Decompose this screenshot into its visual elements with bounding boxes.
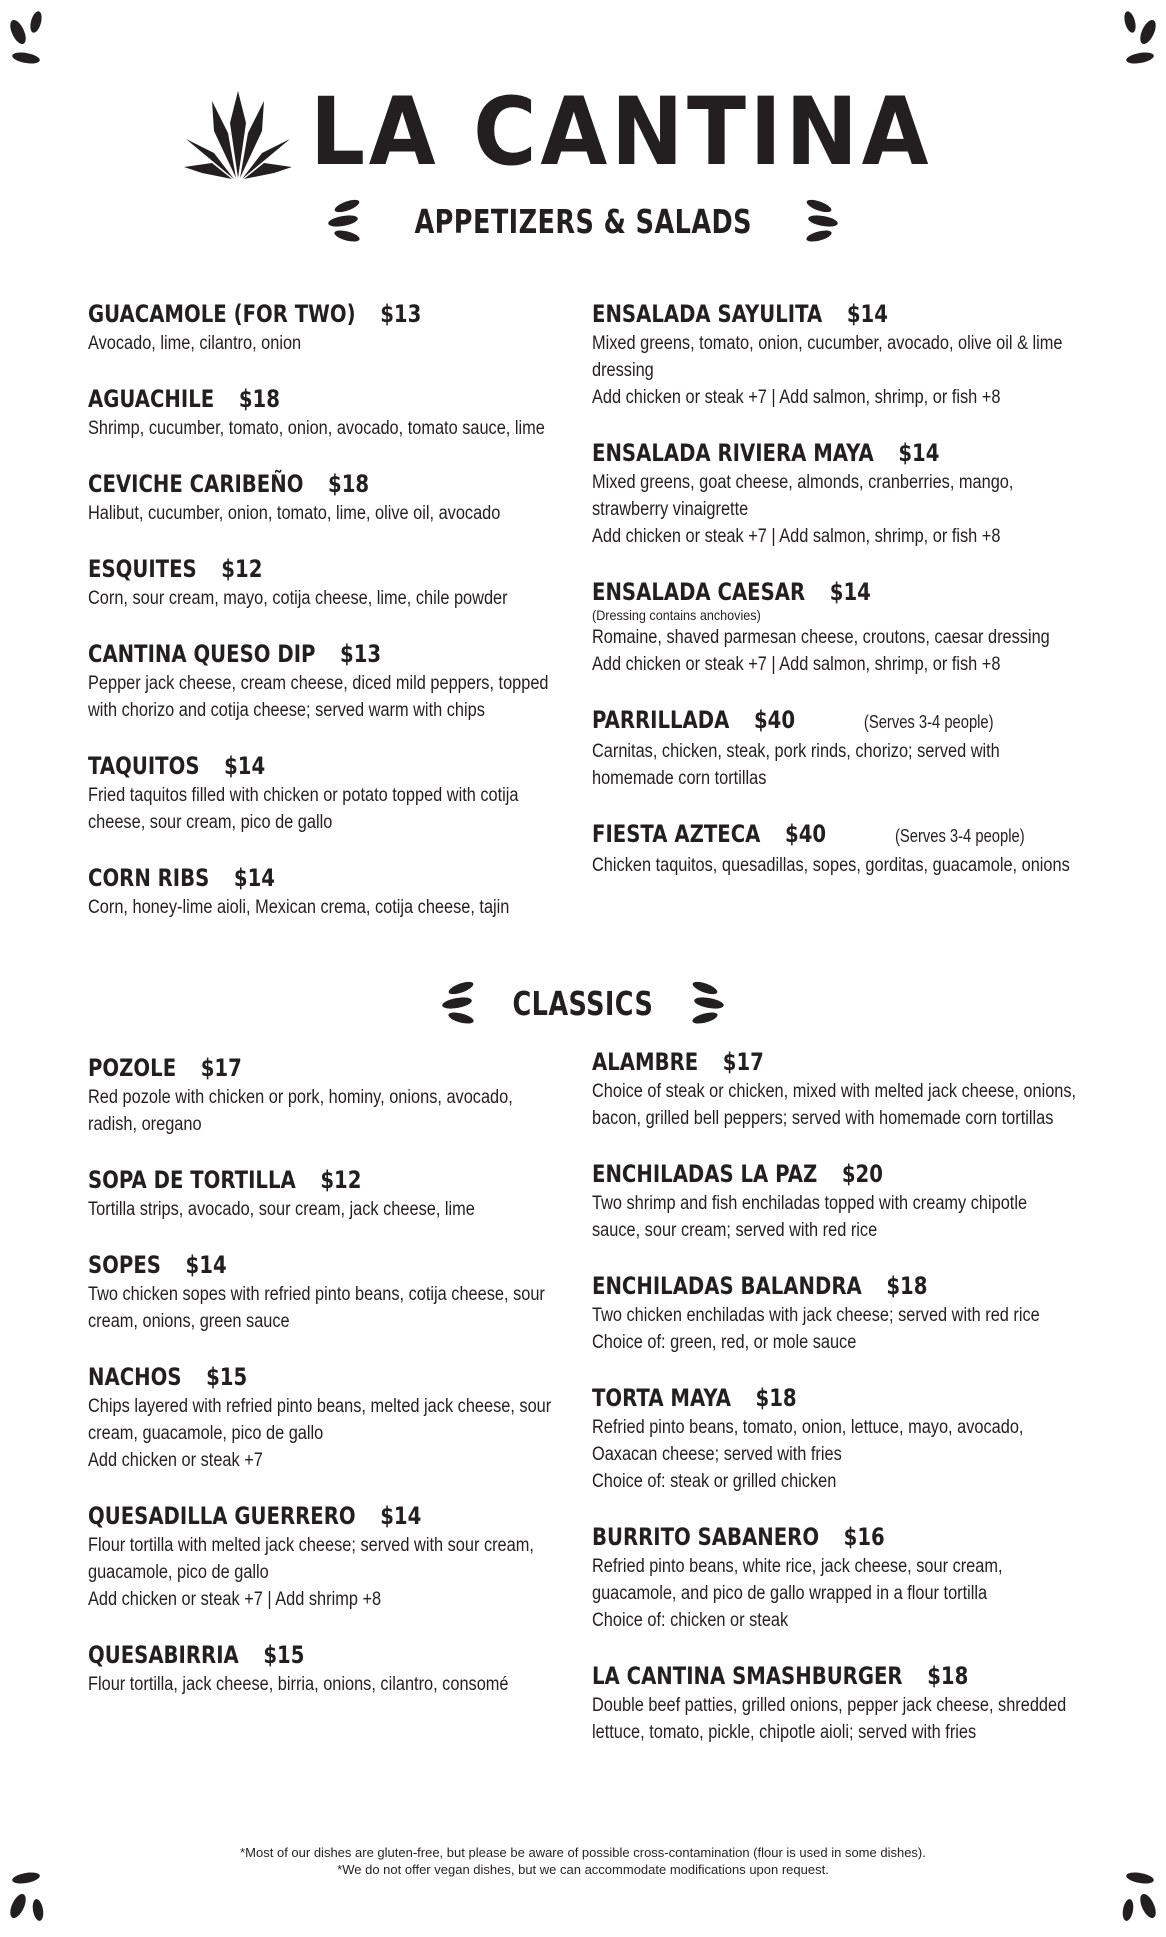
menu-item-description: radish, oregano — [88, 1114, 202, 1135]
footer-note: *We do not offer vegan dishes, but we can accommodate modifications upon request. — [337, 1862, 829, 1877]
menu-item-description: Refried pinto beans, tomato, onion, lettuce, mayo, avocado, — [592, 1417, 1024, 1438]
menu-item-description: Two shrimp and fish enchiladas topped with creamy chipotle — [592, 1193, 1028, 1214]
menu-item-price: $40 — [753, 706, 796, 734]
menu-item-price: $13 — [380, 300, 422, 328]
menu-item-serving-note: (Serves 3-4 people) — [894, 826, 1025, 846]
sprig-icon — [797, 198, 843, 244]
menu-item-description: guacamole, pico de gallo — [88, 1562, 269, 1583]
menu-item-heading — [592, 704, 1035, 738]
menu-item-name: FIESTA AZTECA — [592, 820, 761, 848]
menu-item-description: bacon, grilled bell peppers; served with homemade corn tortillas — [592, 1108, 1054, 1129]
menu-item-description: Chips layered with refried pinto beans, melted jack cheese, sour — [88, 1396, 552, 1417]
menu-item-description: dressing — [592, 360, 654, 381]
section-label: CLASSICS — [512, 983, 654, 1023]
menu-item-name: ESQUITES — [88, 555, 197, 583]
menu-item-price: $40 — [785, 820, 827, 848]
menu-item-heading — [88, 298, 514, 330]
menu-item-heading — [88, 383, 514, 415]
menu-item — [592, 704, 1132, 792]
menu-item — [592, 1270, 1132, 1356]
menu-item — [592, 1158, 1132, 1244]
menu-item-name: QUESABIRRIA — [88, 1641, 239, 1669]
menu-item-description: Refried pinto beans, white rice, jack cheese, sour cream, — [592, 1556, 1003, 1577]
menu-item-subnote: (Dressing contains anchovies) — [592, 607, 761, 623]
menu-item-name: AGUACHILE — [88, 385, 215, 413]
menu-item-heading — [88, 553, 514, 585]
agave-icon — [180, 83, 296, 183]
menu-item-price: $13 — [340, 640, 382, 668]
menu-item-name: TAQUITOS — [88, 752, 200, 780]
menu-item-name: ENSALADA CAESAR — [592, 578, 806, 606]
menu-item-description: Avocado, lime, cilantro, onion — [88, 333, 302, 354]
menu-item — [88, 553, 608, 612]
menu-item-description: Oaxacan cheese; served with fries — [592, 1444, 842, 1465]
menu-item-price: $18 — [328, 470, 370, 498]
menu-item-name: LA CANTINA SMASHBURGER — [592, 1662, 903, 1690]
menu-header — [0, 78, 1166, 188]
menu-item — [88, 1164, 608, 1223]
menu-item-description: Two chicken enchiladas with jack cheese; served with red rice — [592, 1305, 1040, 1326]
menu-item-heading — [592, 1382, 1035, 1414]
menu-item-description: Shrimp, cucumber, tomato, onion, avocado, tomato sauce, lime — [88, 418, 545, 439]
menu-item-name: ENSALADA RIVIERA MAYA — [592, 439, 874, 467]
menu-item-description: Choice of: chicken or steak — [592, 1610, 789, 1631]
menu-item-description: Romaine, shaved parmesan cheese, croutons, caesar dressing — [592, 627, 1050, 648]
menu-item-heading — [592, 298, 1035, 330]
appetizers-left-column — [88, 298, 608, 947]
menu-item-description: Chicken taquitos, quesadillas, sopes, gorditas, guacamole, onions — [592, 855, 1070, 876]
menu-item-price: $14 — [829, 578, 871, 606]
menu-item — [592, 576, 1132, 678]
menu-item-description: Corn, sour cream, mayo, cotija cheese, lime, chile powder — [88, 588, 508, 609]
section-title-classics — [0, 980, 1166, 1026]
menu-item-heading — [592, 576, 1035, 608]
menu-item-name: CANTINA QUESO DIP — [88, 640, 316, 668]
menu-item-description: cream, guacamole, pico de gallo — [88, 1423, 324, 1444]
menu-item-description: Flour tortilla, jack cheese, birria, onions, cilantro, consomé — [88, 1674, 509, 1695]
menu-item — [88, 1052, 608, 1138]
classics-right-column — [592, 1046, 1132, 1772]
menu-item-price: $14 — [898, 439, 940, 467]
corner-sprig-icon — [4, 8, 60, 72]
menu-item-description: Two chicken sopes with refried pinto beans, cotija cheese, sour — [88, 1284, 545, 1305]
menu-item-name: POZOLE — [88, 1054, 177, 1082]
menu-item-heading — [88, 862, 514, 894]
menu-item-description: cheese, sour cream, pico de gallo — [88, 812, 333, 833]
menu-item-heading — [88, 1639, 514, 1671]
menu-item-description: Choice of: green, red, or mole sauce — [592, 1332, 857, 1353]
menu-item — [592, 437, 1132, 550]
menu-item — [592, 1521, 1132, 1634]
menu-item-description: Double beef patties, grilled onions, pepper jack cheese, shredded — [592, 1695, 1067, 1716]
menu-item — [592, 1660, 1132, 1746]
menu-item — [88, 1361, 608, 1474]
menu-item-description: Tortilla strips, avocado, sour cream, jack cheese, lime — [88, 1199, 475, 1220]
menu-item-heading — [592, 1046, 1035, 1078]
menu-item — [88, 862, 608, 921]
sprig-icon — [323, 198, 369, 244]
appetizers-right-column — [592, 298, 1132, 905]
menu-item-heading — [592, 437, 1035, 469]
menu-item-price: $17 — [200, 1054, 242, 1082]
menu-item-name: TORTA MAYA — [592, 1384, 731, 1412]
menu-item-heading — [88, 1164, 514, 1196]
menu-item — [592, 298, 1132, 411]
menu-item-price: $14 — [233, 864, 275, 892]
section-title-appetizers — [0, 198, 1166, 244]
sprig-icon — [437, 980, 483, 1026]
footer-note: *Most of our dishes are gluten-free, but please be aware of possible cross-contamination (flour is used in some dishes). — [240, 1845, 926, 1860]
menu-item-description: cream, onions, green sauce — [88, 1311, 290, 1332]
section-label: APPETIZERS & SALADS — [414, 201, 752, 241]
menu-item-description: Add chicken or steak +7 | Add salmon, shrimp, or fish +8 — [592, 526, 1001, 547]
menu-item-description: strawberry vinaigrette — [592, 499, 749, 520]
menu-item-name: ENCHILADAS BALANDRA — [592, 1272, 862, 1300]
menu-item-description: Corn, honey-lime aioli, Mexican crema, cotija cheese, tajin — [88, 897, 510, 918]
menu-item-price: $14 — [846, 300, 888, 328]
menu-item-heading — [88, 1052, 514, 1084]
menu-item-price: $18 — [238, 385, 280, 413]
menu-item-description: Fried taquitos filled with chicken or potato topped with cotija — [88, 785, 519, 806]
menu-item-description: Mixed greens, tomato, onion, cucumber, avocado, olive oil & lime — [592, 333, 1063, 354]
menu-item-heading — [592, 1158, 1035, 1190]
menu-item-description: Choice of steak or chicken, mixed with melted jack cheese, onions, — [592, 1081, 1077, 1102]
menu-item-price: $18 — [886, 1272, 928, 1300]
menu-item-name: SOPA DE TORTILLA — [88, 1166, 296, 1194]
menu-item-name: NACHOS — [88, 1363, 182, 1391]
menu-item-description: with chorizo and cotija cheese; served warm with chips — [88, 700, 485, 721]
menu-item — [88, 298, 608, 357]
menu-item — [88, 750, 608, 836]
menu-item-description: Choice of: steak or grilled chicken — [592, 1471, 837, 1492]
menu-item-name: GUACAMOLE (FOR TWO) — [88, 300, 356, 328]
menu-item-serving-note: (Serves 3-4 people) — [863, 712, 994, 732]
menu-item-price: $14 — [224, 752, 266, 780]
menu-item — [88, 1500, 608, 1613]
menu-item-name: CEVICHE CARIBEÑO — [88, 470, 304, 498]
menu-item-heading — [88, 638, 514, 670]
menu-item-heading — [592, 1660, 1035, 1692]
menu-item-name: CORN RIBS — [88, 864, 210, 892]
menu-item-price: $12 — [320, 1166, 362, 1194]
menu-item-heading — [592, 818, 1035, 852]
menu-item-price: $18 — [755, 1384, 797, 1412]
menu-item — [88, 1249, 608, 1335]
menu-item-description: Flour tortilla with melted jack cheese; served with sour cream, — [88, 1535, 534, 1556]
menu-item-heading — [88, 750, 514, 782]
menu-item-heading — [592, 1270, 1035, 1302]
menu-item-price: $14 — [185, 1251, 227, 1279]
classics-left-column — [88, 1052, 608, 1724]
menu-item-description: Halibut, cucumber, onion, tomato, lime, olive oil, avocado — [88, 503, 501, 524]
menu-item-description: guacamole, and pico de gallo wrapped in a flour tortilla — [592, 1583, 988, 1604]
footer-notes — [0, 1844, 1166, 1878]
menu-item — [592, 1382, 1132, 1495]
menu-item — [592, 818, 1132, 879]
menu-item-description: Add chicken or steak +7 | Add salmon, shrimp, or fish +8 — [592, 387, 1001, 408]
menu-item-name: ENSALADA SAYULITA — [592, 300, 823, 328]
menu-item-description: Pepper jack cheese, cream cheese, diced mild peppers, topped — [88, 673, 549, 694]
menu-item-price: $14 — [380, 1502, 422, 1530]
menu-item-description: sauce, sour cream; served with red rice — [592, 1220, 878, 1241]
menu-item-price: $16 — [843, 1523, 885, 1551]
menu-item-description: Carnitas, chicken, steak, pork rinds, chorizo; served with — [592, 741, 1000, 762]
menu-item-price: $15 — [263, 1641, 305, 1669]
menu-item-price: $15 — [206, 1363, 248, 1391]
menu-item-description: Add chicken or steak +7 | Add salmon, shrimp, or fish +8 — [592, 654, 1001, 675]
menu-item-description: Red pozole with chicken or pork, hominy, onions, avocado, — [88, 1087, 513, 1108]
menu-item — [88, 383, 608, 442]
menu-item-name: QUESADILLA GUERRERO — [88, 1502, 356, 1530]
menu-item — [592, 1046, 1132, 1132]
menu-item — [88, 1639, 608, 1698]
menu-item-heading — [88, 1249, 514, 1281]
menu-item-heading — [88, 468, 514, 500]
menu-item-description: Add chicken or steak +7 — [88, 1450, 263, 1471]
menu-item-name: PARRILLADA — [592, 706, 730, 734]
restaurant-name: LA CANTINA — [309, 78, 933, 187]
sprig-icon — [683, 980, 729, 1026]
menu-item-heading — [88, 1500, 514, 1532]
menu-item-name: SOPES — [88, 1251, 161, 1279]
menu-item-price: $18 — [927, 1662, 969, 1690]
menu-item-name: ALAMBRE — [592, 1048, 699, 1076]
menu-item-price: $12 — [221, 555, 263, 583]
menu-item-description: Mixed greens, goat cheese, almonds, cranberries, mango, — [592, 472, 1014, 493]
menu-item-price: $17 — [722, 1048, 764, 1076]
menu-item-name: ENCHILADAS LA PAZ — [592, 1160, 818, 1188]
menu-item-description: homemade corn tortillas — [592, 768, 767, 789]
corner-sprig-icon — [1106, 8, 1162, 72]
menu-item — [88, 468, 608, 527]
menu-item-name: BURRITO SABANERO — [592, 1523, 820, 1551]
menu-item-heading — [88, 1361, 514, 1393]
menu-item-price: $20 — [841, 1160, 883, 1188]
menu-item-description: Add chicken or steak +7 | Add shrimp +8 — [88, 1589, 382, 1610]
menu-item-description: lettuce, tomato, pickle, chipotle aioli; served with fries — [592, 1722, 977, 1743]
menu-item — [88, 638, 608, 724]
menu-item-heading — [592, 1521, 1035, 1553]
